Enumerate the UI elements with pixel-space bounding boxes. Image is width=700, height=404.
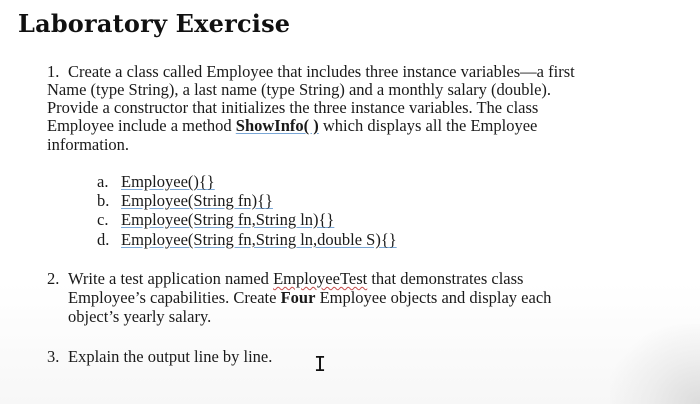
class-name-employeetest: EmployeeTest — [273, 269, 368, 288]
option-a-text: Employee(){} — [121, 172, 215, 191]
item2-line1-pre: Write a test application named — [68, 269, 274, 288]
item3-number: 3. — [47, 347, 60, 366]
item2-line1-post: that demonstrates class — [367, 269, 524, 288]
item2-line3: object’s yearly salary. — [68, 307, 212, 326]
item1-line1: Create a class called Employee that includes three instance variables—a first — [68, 62, 575, 81]
item2-line2 — [68, 288, 551, 308]
item1-line5: information. — [47, 135, 130, 154]
item2-line2-pre: Employee’s capabilities. Create — [68, 288, 281, 307]
item1-line4-pre: Employee include a method — [47, 116, 236, 135]
option-c-letter: c. — [97, 210, 109, 229]
item1-line4 — [47, 116, 537, 136]
option-b-letter: b. — [97, 191, 110, 210]
item1-line4-post: which displays all the Employee — [318, 116, 538, 135]
page-title: Laboratory Exercise — [18, 9, 291, 38]
option-c-text: Employee(String fn,String ln){} — [121, 210, 335, 229]
option-b-text: Employee(String fn){} — [121, 191, 273, 210]
option-d-letter: d. — [97, 230, 110, 249]
item3-text: Explain the output line by line. — [68, 347, 273, 366]
option-d-text: Employee(String fn,String ln,double S){} — [121, 230, 397, 249]
item2-line2-post: Employee objects and display each — [315, 288, 552, 307]
item2-line1 — [68, 269, 523, 289]
option-a-letter: a. — [97, 172, 109, 191]
text-cursor-icon: I — [314, 352, 327, 376]
item1-line3: Provide a constructor that initializes the three instance variables. The class — [47, 98, 539, 117]
item1-number: 1. — [47, 62, 60, 81]
item2-number: 2. — [47, 269, 60, 288]
method-showinfo: ShowInfo( ) — [235, 116, 319, 135]
emphasis-four: Four — [280, 288, 316, 307]
item1-line2: Name (type String), a last name (type String) and a monthly salary (double). — [47, 80, 552, 99]
page-shadow — [610, 324, 700, 404]
